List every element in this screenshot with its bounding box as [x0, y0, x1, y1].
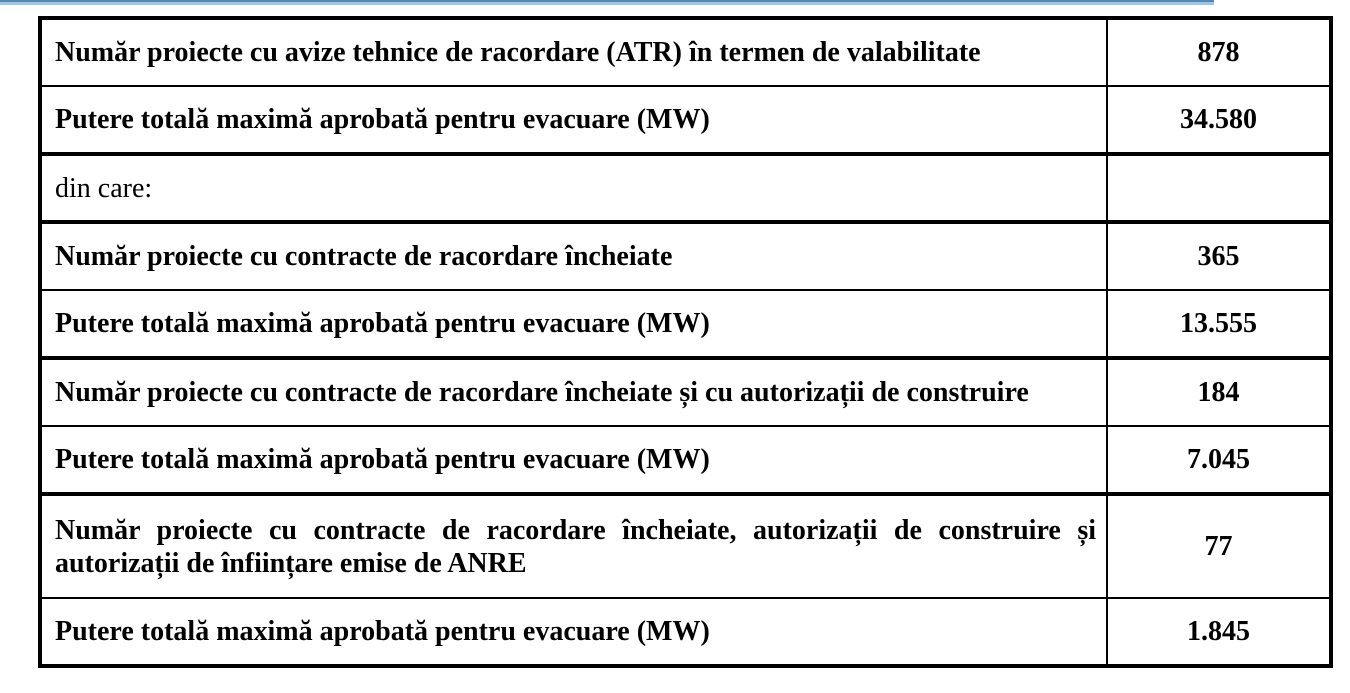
row-label: Putere totală maximă aprobată pentru evacuare (MW): [40, 598, 1107, 666]
row-label: Număr proiecte cu contracte de racordare încheiate, autorizații de construire și autorizații de înființare emise de ANRE: [40, 494, 1107, 598]
table-row-anre-projects: [40, 494, 1331, 598]
row-value-empty: [1107, 154, 1331, 222]
row-value: 365: [1107, 222, 1331, 290]
table-row-of-which: [40, 154, 1331, 222]
row-label: Număr proiecte cu avize tehnice de racordare (ATR) în termen de valabilitate: [40, 18, 1107, 86]
row-value: 184: [1107, 358, 1331, 426]
row-value: 13.555: [1107, 290, 1331, 358]
row-value: 878: [1107, 18, 1331, 86]
row-value: 1.845: [1107, 598, 1331, 666]
table-row-anre-power: [40, 598, 1331, 666]
row-label: Putere totală maximă aprobată pentru evacuare (MW): [40, 86, 1107, 154]
table-row-atr-projects: [40, 18, 1331, 86]
row-label: Număr proiecte cu contracte de racordare încheiate: [40, 222, 1107, 290]
row-label: Putere totală maximă aprobată pentru evacuare (MW): [40, 426, 1107, 494]
row-label: Număr proiecte cu contracte de racordare încheiate și cu autorizații de construire: [40, 358, 1107, 426]
table-row-construction-projects: [40, 358, 1331, 426]
projects-statistics-table: [38, 16, 1333, 668]
row-label: din care:: [40, 154, 1107, 222]
row-value: 34.580: [1107, 86, 1331, 154]
row-value: 7.045: [1107, 426, 1331, 494]
top-strip-line: [0, 0, 1214, 2]
table-row-atr-power: [40, 86, 1331, 154]
table-row-construction-power: [40, 426, 1331, 494]
table-row-contracts-projects: [40, 222, 1331, 290]
top-highlight-strip: [0, 0, 1214, 5]
row-label: Putere totală maximă aprobată pentru evacuare (MW): [40, 290, 1107, 358]
row-value: 77: [1107, 494, 1331, 598]
table-row-contracts-power: [40, 290, 1331, 358]
